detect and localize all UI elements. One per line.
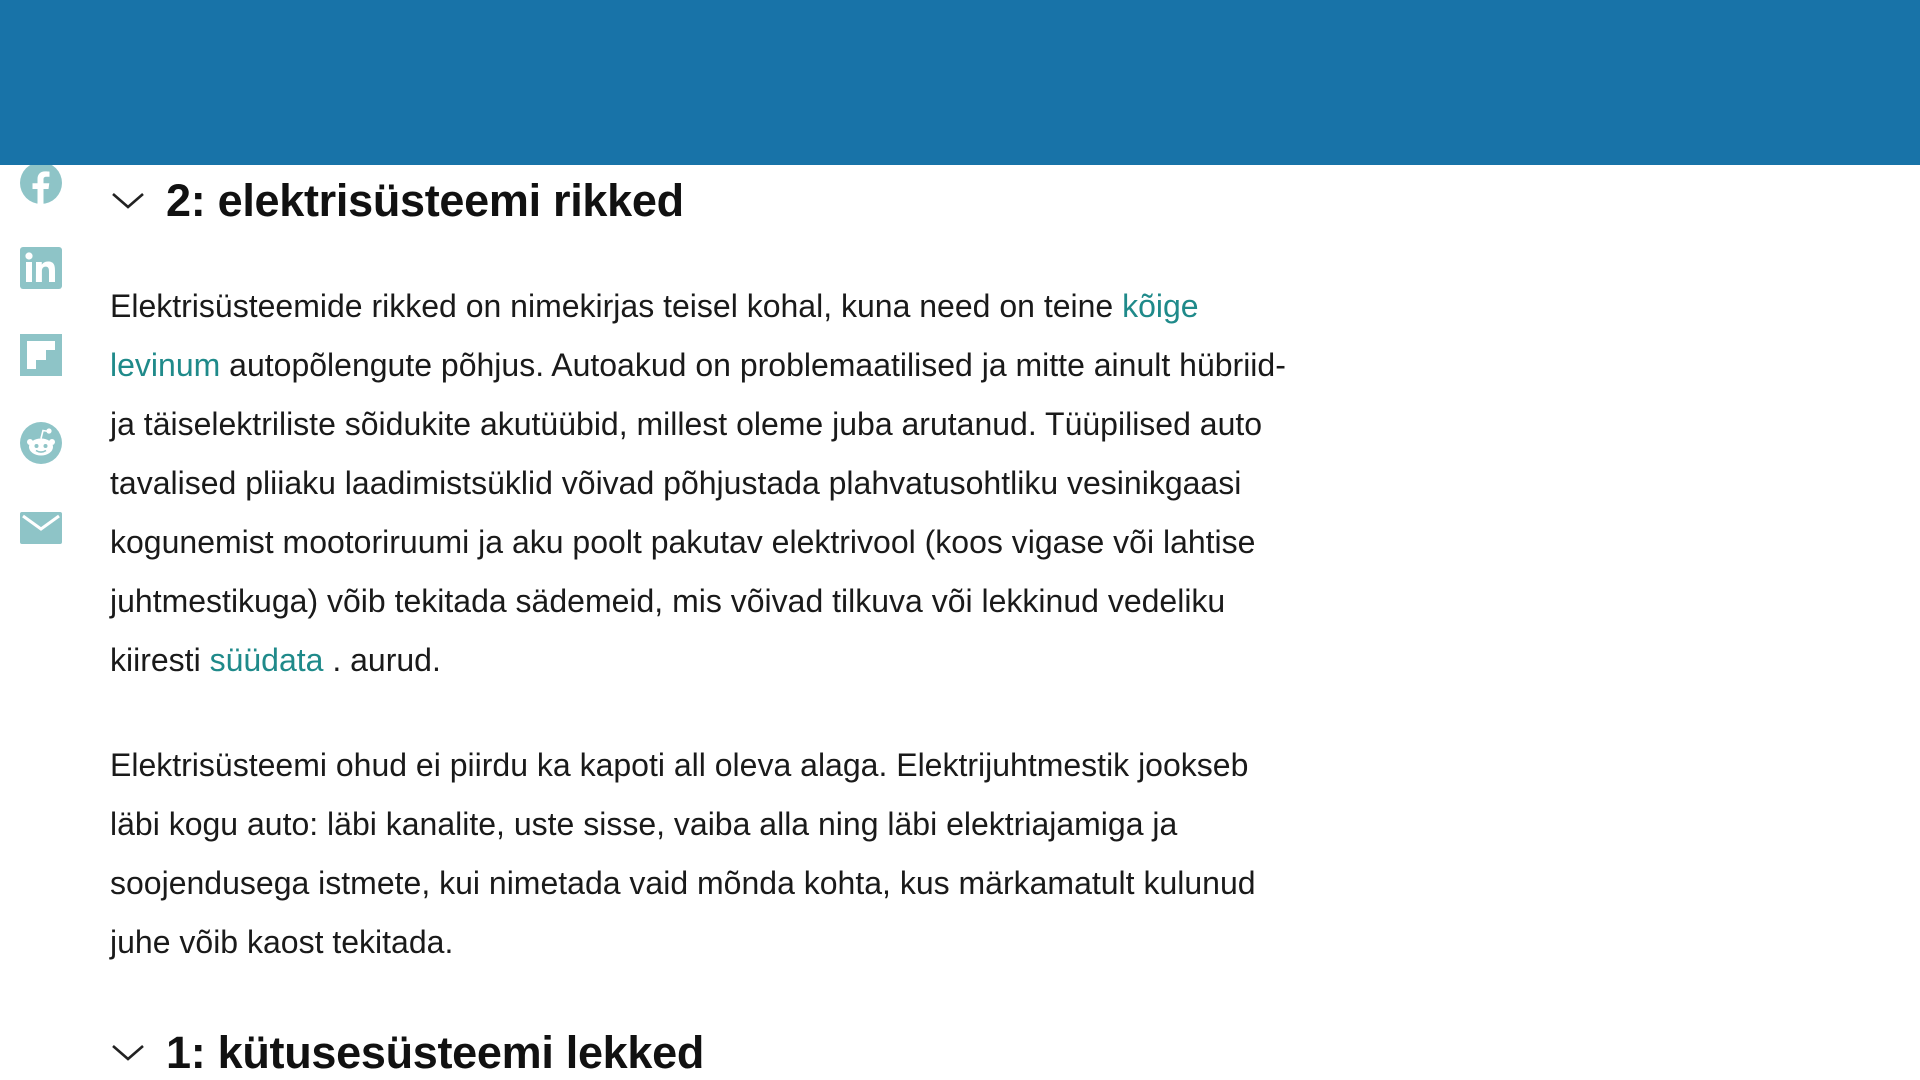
- paragraph-text: autopõlengute põhjus. Autoakud on problemaatilised ja mitte ainult hübriid- ja täiselektriliste sõidukite akutüübid, millest oleme juba arutanud. Tüüpilised auto tavalised pliiaku laadimistsüklid võivad põhjustada plahvatusohtliku vesinikgaasi kogunemist mootoriruumi ja aku poolt pakutav elektrivool (koos vigase või lahtise juhtmestikuga) võib tekitada sädemeid, mis võivad tilkuva või lekkinud vedeliku kiiresti: [110, 347, 1286, 678]
- paragraph-text: Elektrisüsteemi ohud ei piirdu ka kapoti all oleva alaga. Elektrijuhtmestik jookseb läbi kogu auto: läbi kanalite, uste sisse, vaiba alla ning läbi elektriajamiga ja soojendusega istmete, kui nimetada vaid mõnda kohta, kus märkamatult kulunud juhe võib kaost tekitada.: [110, 747, 1256, 960]
- share-facebook-button[interactable]: [18, 160, 64, 206]
- share-email-button[interactable]: [18, 505, 64, 551]
- reddit-icon: [18, 420, 64, 466]
- linkedin-icon: [18, 245, 64, 291]
- paragraph-text: . aurud.: [323, 642, 441, 678]
- link-suudata[interactable]: süüdata: [209, 642, 324, 678]
- site-header-bar: [0, 0, 1920, 165]
- section-heading-fuel: [110, 1027, 704, 1079]
- share-linkedin-button[interactable]: [18, 245, 64, 291]
- section-heading-electrical: [110, 175, 684, 227]
- flipboard-icon: [18, 332, 64, 378]
- share-reddit-button[interactable]: [18, 420, 64, 466]
- chevron-down-icon[interactable]: [110, 1035, 146, 1071]
- section-title: 1: kütusesüsteemi lekked: [166, 1027, 705, 1078]
- paragraph: [110, 277, 1290, 690]
- link-koige-levinum[interactable]: kõige levinum: [110, 288, 1199, 383]
- email-icon: [18, 505, 64, 551]
- paragraph-text: Elektrisüsteemide rikked on nimekirjas teisel kohal, kuna need on teine: [110, 288, 1123, 324]
- paragraph: [110, 736, 1290, 972]
- chevron-down-icon[interactable]: [110, 183, 146, 219]
- section-title: 2: elektrisüsteemi rikked: [166, 175, 684, 226]
- facebook-icon: [18, 160, 64, 206]
- share-flipboard-button[interactable]: [18, 332, 64, 378]
